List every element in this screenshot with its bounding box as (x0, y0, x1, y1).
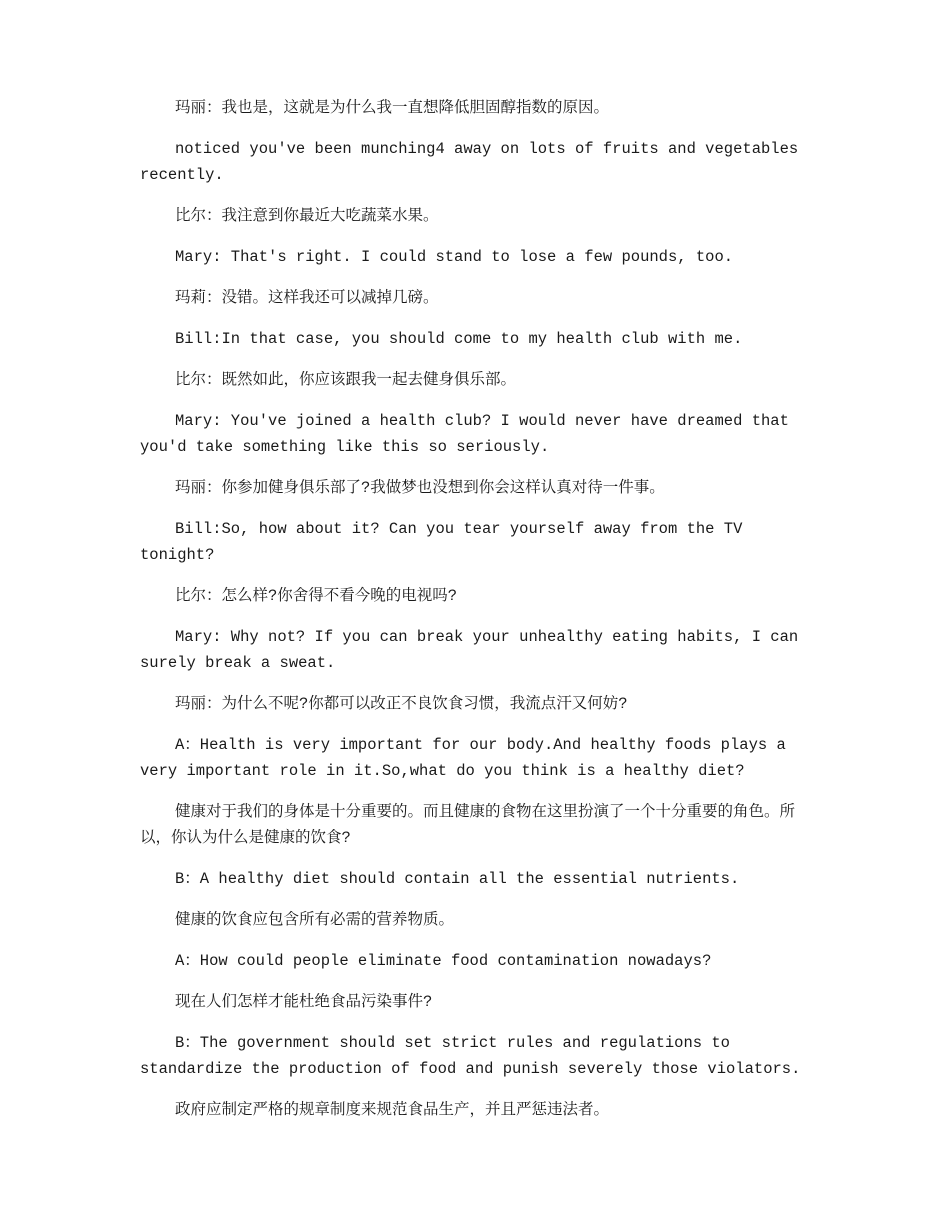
paragraph: A：Health is very important for our body.And healthy foods plays a very important role in it.So,what do you think is a healthy diet? (140, 736, 786, 780)
paragraph: 玛莉：没错。这样我还可以减掉几磅。 (175, 289, 439, 307)
paragraph: Mary: Why not? If you can break your unhealthy eating habits, I can surely break a sweat. (140, 628, 799, 672)
paragraph: 政府应制定严格的规章制度来规范食品生产，并且严惩违法者。 (175, 1101, 610, 1119)
paragraph: 健康对于我们的身体是十分重要的。而且健康的食物在这里扮演了一个十分重要的角色。所以，你认为什么是健康的饮食? (140, 803, 796, 847)
paragraph: A：How could people eliminate food contamination nowadays? (175, 952, 712, 970)
paragraph: noticed you've been munching4 away on lots of fruits and vegetables recently. (140, 140, 799, 184)
paragraph: 现在人们怎样才能杜绝食品污染事件? (175, 993, 433, 1011)
document-page (140, 95, 820, 1138)
paragraph: B：The government should set strict rules and regulations to standardize the production of food and punish severely those violators. (140, 1034, 801, 1078)
paragraph: 比尔：既然如此，你应该跟我一起去健身俱乐部。 (175, 371, 517, 389)
paragraph: 比尔：我注意到你最近大吃蔬菜水果。 (175, 207, 439, 225)
paragraph: 比尔：怎么样?你舍得不看今晚的电视吗? (175, 587, 458, 605)
paragraph: 玛丽：你参加健身俱乐部了?我做梦也没想到你会这样认真对待一件事。 (175, 479, 665, 497)
paragraph: Bill:In that case, you should come to my health club with me. (175, 330, 743, 348)
paragraph: 玛丽：为什么不呢?你都可以改正不良饮食习惯，我流点汗又何妨? (175, 695, 628, 713)
paragraph: Bill:So, how about it? Can you tear yourself away from the TV tonight? (140, 520, 743, 564)
paragraph: Mary: You've joined a health club? I would never have dreamed that you'd take something like this so seriously. (140, 412, 789, 456)
paragraph: B：A healthy diet should contain all the essential nutrients. (175, 870, 740, 888)
paragraph: Mary: That's right. I could stand to lose a few pounds, too. (175, 248, 734, 266)
paragraph: 健康的饮食应包含所有必需的营养物质。 (175, 911, 455, 929)
paragraph: 玛丽：我也是，这就是为什么我一直想降低胆固醇指数的原因。 (175, 99, 610, 117)
